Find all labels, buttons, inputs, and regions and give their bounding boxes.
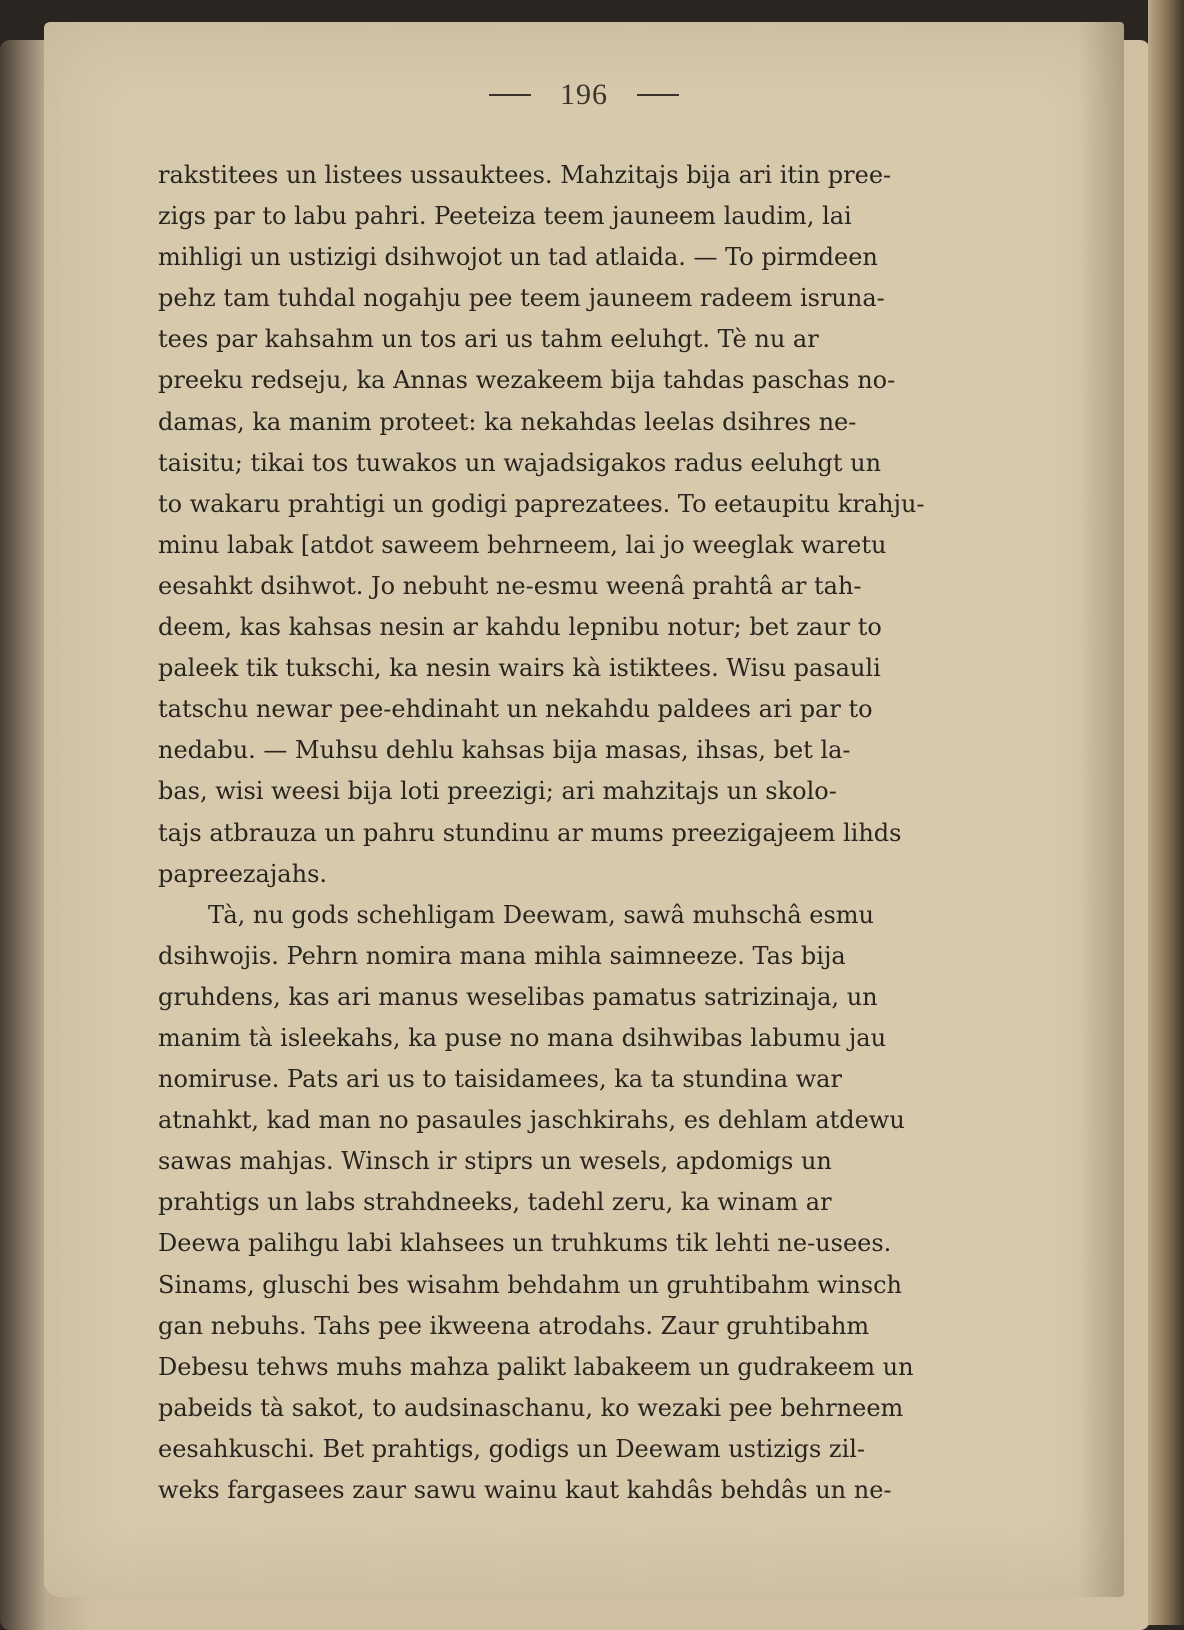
text-line: dsihwojis. Pehrn nomira mana mihla saimneeze. Tas bija bbox=[158, 941, 846, 970]
body-text bbox=[158, 155, 1040, 1511]
text-line: tees par kahsahm un tos ari us tahm eeluhgt. Tè nu ar bbox=[158, 325, 819, 354]
text-line: pabeids tà sakot, to audsinaschanu, ko wezaki pee behrneem bbox=[158, 1393, 904, 1422]
text-line: sawas mahjas. Winsch ir stiprs un wesels, apdomigs un bbox=[158, 1147, 832, 1176]
text-line: tajs atbrauza un pahru stundinu ar mums preezigajeem lihds bbox=[158, 818, 902, 847]
text-line: atnahkt, kad man no pasaules jaschkirahs, es dehlam atdewu bbox=[158, 1106, 905, 1135]
text-line: paleek tik tukschi, ka nesin wairs kà istiktees. Wisu pasauli bbox=[158, 654, 881, 683]
page-header bbox=[44, 78, 1124, 112]
text-line: minu labak [atdot saweem behrneem, lai jo weeglak waretu bbox=[158, 530, 887, 559]
text-line: Debesu tehws muhs mahza palikt labakeem un gudrakeem un bbox=[158, 1352, 914, 1381]
text-line: zigs par to labu pahri. Peeteiza teem jauneem laudim, lai bbox=[158, 202, 852, 231]
text-line: rakstitees un listees ussauktees. Mahzitajs bija ari itin pree- bbox=[158, 161, 892, 189]
text-line: tatschu newar pee-ehdinaht un nekahdu paldees ari par to bbox=[158, 695, 873, 724]
header-dash-left bbox=[489, 94, 531, 96]
text-line: eesahkuschi. Bet prahtigs, godigs un Deewam ustizigs zil- bbox=[158, 1434, 866, 1463]
paragraph-start-line: Tà, nu gods schehligam Deewam, sawâ muhschâ esmu bbox=[208, 900, 875, 929]
text-line: gan nebuhs. Tahs pee ikweena atrodahs. Zaur gruhtibahm bbox=[158, 1311, 870, 1340]
text-line: bas, wisi weesi bija loti preezigi; ari mahzitajs un skolo- bbox=[158, 777, 837, 806]
text-line: mihligi un ustizigi dsihwojot un tad atlaida. — To pirmdeen bbox=[158, 243, 878, 272]
text-line: Deewa palihgu labi klahsees un truhkums tik lehti ne-usees. bbox=[158, 1229, 892, 1258]
book-binding bbox=[1148, 0, 1184, 1625]
text-line: nomiruse. Pats ari us to taisidamees, ka ta stundina war bbox=[158, 1065, 842, 1094]
text-line: deem, kas kahsas nesin ar kahdu lepnibu notur; bet zaur to bbox=[158, 613, 882, 642]
text-line: eesahkt dsihwot. Jo nebuht ne-esmu weenâ prahtâ ar tah- bbox=[158, 571, 862, 600]
text-line: pehz tam tuhdal nogahju pee teem jauneem radeem isruna- bbox=[158, 284, 885, 313]
gutter-shadow bbox=[1078, 22, 1124, 1597]
page-number: 196 bbox=[560, 78, 608, 111]
text-line: Sinams, gluschi bes wisahm behdahm un gruhtibahm winsch bbox=[158, 1270, 902, 1299]
header-dash-right bbox=[637, 94, 679, 96]
text-line: gruhdens, kas ari manus weselibas pamatus satrizinaja, un bbox=[158, 982, 878, 1011]
text-line: manim tà isleekahs, ka puse no mana dsihwibas labumu jau bbox=[158, 1023, 887, 1052]
text-line: prahtigs un labs strahdneeks, tadehl zeru, ka winam ar bbox=[158, 1188, 832, 1217]
text-line: damas, ka manim proteet: ka nekahdas leelas dsihres ne- bbox=[158, 407, 857, 436]
text-line: papreezajahs. bbox=[158, 859, 328, 888]
text-line: to wakaru prahtigi un godigi paprezatees. To eetaupitu krahju- bbox=[158, 489, 925, 518]
text-line: taisitu; tikai tos tuwakos un wajadsigakos radus eeluhgt un bbox=[158, 448, 882, 477]
text-line: preeku redseju, ka Annas wezakeem bija tahdas paschas no- bbox=[158, 366, 896, 395]
text-line: weks fargasees zaur sawu wainu kaut kahdâs behdâs un ne- bbox=[158, 1476, 892, 1504]
text-line: nedabu. — Muhsu dehlu kahsas bija masas, ihsas, bet la- bbox=[158, 736, 851, 765]
